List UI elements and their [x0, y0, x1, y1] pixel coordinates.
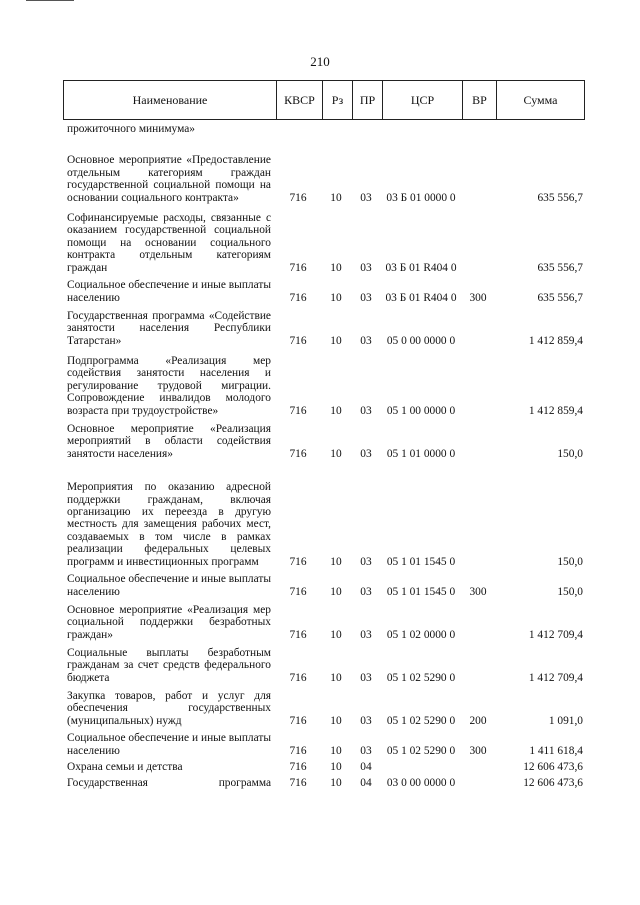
table-row [63, 277, 585, 304]
row-rz: 10 [330, 447, 342, 460]
row-sum: 1 412 709,4 [528, 671, 583, 684]
row-sum: 12 606 473,6 [523, 760, 583, 773]
row-pr: 03 [360, 585, 372, 598]
row-sum: 1 412 859,4 [528, 334, 583, 347]
row-kvsr: 716 [289, 191, 307, 204]
column-header-rz: Рз [322, 81, 352, 119]
row-name: Государственная программа «Содействие занятости населения Республики Татарстан» [67, 309, 271, 347]
column-header-pr: ПР [352, 81, 382, 119]
row-csr: 05 1 01 1545 0 [386, 585, 456, 598]
row-pr: 03 [360, 555, 372, 568]
table-row [63, 644, 585, 684]
row-rz: 10 [330, 760, 342, 773]
row-kvsr: 716 [289, 555, 307, 568]
table-row [63, 121, 585, 135]
table-row [63, 463, 585, 568]
row-kvsr: 716 [289, 714, 307, 727]
row-vr: 200 [469, 714, 487, 727]
row-sum: 150,0 [557, 585, 583, 598]
row-rz: 10 [330, 714, 342, 727]
table-header [63, 80, 585, 120]
row-vr: 300 [469, 744, 487, 757]
row-name: Подпрограмма «Реализация мер содействия занятости населения и регулирование трудовой миграции. Сопровождение инвалидов молодого возраста при трудоустройстве» [67, 354, 271, 417]
row-pr: 03 [360, 261, 372, 274]
table-row [63, 759, 585, 773]
row-csr: 05 1 02 5290 0 [386, 714, 456, 727]
row-csr: 05 1 02 5290 0 [386, 671, 456, 684]
table-row [63, 350, 585, 417]
row-pr: 03 [360, 714, 372, 727]
row-name: Мероприятия по оказанию адресной поддержки гражданам, включая организацию их переезда в другую местность для замещения рабочих мест, создаваемых в том числе в рамках реализации федеральных целевых программ и инвестиционных программ [67, 481, 271, 568]
row-rz: 10 [330, 585, 342, 598]
row-kvsr: 716 [289, 447, 307, 460]
column-header-sum: Сумма [496, 81, 584, 119]
table-row [63, 601, 585, 641]
column-header-kvsr: КВСР [276, 81, 322, 119]
page-number: 210 [310, 54, 330, 69]
row-rz: 10 [330, 191, 342, 204]
row-csr: 05 1 00 0000 0 [386, 404, 456, 417]
table-row [63, 137, 585, 204]
row-name: Социальное обеспечение и иные выплаты населению [67, 573, 271, 598]
row-kvsr: 716 [289, 585, 307, 598]
row-sum: 1 091,0 [548, 714, 583, 727]
table-row [63, 307, 585, 347]
row-name: Основное мероприятие «Реализация мероприятий в области содействия занятости населения» [67, 422, 271, 460]
row-pr: 03 [360, 671, 372, 684]
row-rz: 10 [330, 334, 342, 347]
row-csr: 05 1 02 5290 0 [386, 744, 456, 757]
row-csr: 05 0 00 0000 0 [386, 334, 456, 347]
row-csr: 05 1 02 0000 0 [386, 628, 456, 641]
table-row [63, 420, 585, 460]
row-vr: 300 [469, 291, 487, 304]
row-csr: 05 1 01 1545 0 [386, 555, 456, 568]
row-pr: 03 [360, 404, 372, 417]
row-sum: 150,0 [557, 555, 583, 568]
row-rz: 10 [330, 671, 342, 684]
row-name: Основное мероприятие «Предоставление отдельным категориям граждан государственной социальной помощи на основании социального контракта» [67, 154, 271, 204]
row-pr: 03 [360, 291, 372, 304]
row-sum: 1 412 859,4 [528, 404, 583, 417]
row-csr: 03 Б 01 R404 0 [385, 291, 457, 304]
column-header-csr: ЦСР [382, 81, 462, 119]
row-csr: 05 1 01 0000 0 [386, 447, 456, 460]
row-name: Закупка товаров, работ и услуг для обеспечения государственных (муниципальных) нужд [67, 689, 271, 727]
row-name: Социальные выплаты безработным гражданам за счет средств федерального бюджета [67, 646, 271, 684]
row-name: Социальное обеспечение и иные выплаты населению [67, 732, 271, 757]
row-kvsr: 716 [289, 760, 307, 773]
row-rz: 10 [330, 404, 342, 417]
row-sum: 1 412 709,4 [528, 628, 583, 641]
row-kvsr: 716 [289, 334, 307, 347]
row-pr: 03 [360, 334, 372, 347]
table-row [63, 571, 585, 598]
row-pr: 03 [360, 744, 372, 757]
table-row [63, 775, 585, 789]
row-pr: 04 [360, 760, 372, 773]
row-rz: 10 [330, 776, 342, 789]
row-rz: 10 [330, 628, 342, 641]
table-row [63, 687, 585, 727]
row-name: Основное мероприятие «Реализация мер социальной поддержки безработных граждан» [67, 603, 271, 641]
row-pr: 04 [360, 776, 372, 789]
row-kvsr: 716 [289, 291, 307, 304]
row-sum: 635 556,7 [537, 191, 583, 204]
row-rz: 10 [330, 555, 342, 568]
row-pr: 03 [360, 628, 372, 641]
row-sum: 12 606 473,6 [523, 776, 583, 789]
row-kvsr: 716 [289, 404, 307, 417]
row-kvsr: 716 [289, 744, 307, 757]
row-vr: 300 [469, 585, 487, 598]
table-row [63, 207, 585, 274]
row-kvsr: 716 [289, 261, 307, 274]
row-csr: 03 Б 01 0000 0 [386, 191, 456, 204]
row-name: Государственная программа [67, 776, 271, 789]
row-kvsr: 716 [289, 671, 307, 684]
row-pr: 03 [360, 191, 372, 204]
row-name: Софинансируемые расходы, связанные с оказанием государственной социальной помощи на основании социального контракта отдельным категориям граждан [67, 211, 271, 274]
corner-rule [26, 0, 74, 1]
row-csr: 03 0 00 0000 0 [386, 776, 456, 789]
column-header-name: Наименование [132, 93, 208, 107]
row-sum: 150,0 [557, 447, 583, 460]
row-name: Социальное обеспечение и иные выплаты населению [67, 279, 271, 304]
table-row [63, 730, 585, 757]
row-rz: 10 [330, 261, 342, 274]
row-sum: 1 411 618,4 [529, 744, 583, 757]
row-kvsr: 716 [289, 776, 307, 789]
row-rz: 10 [330, 291, 342, 304]
row-rz: 10 [330, 744, 342, 757]
row-sum: 635 556,7 [537, 291, 583, 304]
row-csr: 03 Б 01 R404 0 [385, 261, 457, 274]
row-name: Охрана семьи и детства [67, 760, 183, 773]
row-name: прожиточного минимума» [67, 122, 195, 135]
row-kvsr: 716 [289, 628, 307, 641]
row-sum: 635 556,7 [537, 261, 583, 274]
row-pr: 03 [360, 447, 372, 460]
column-header-vr: ВР [462, 81, 496, 119]
